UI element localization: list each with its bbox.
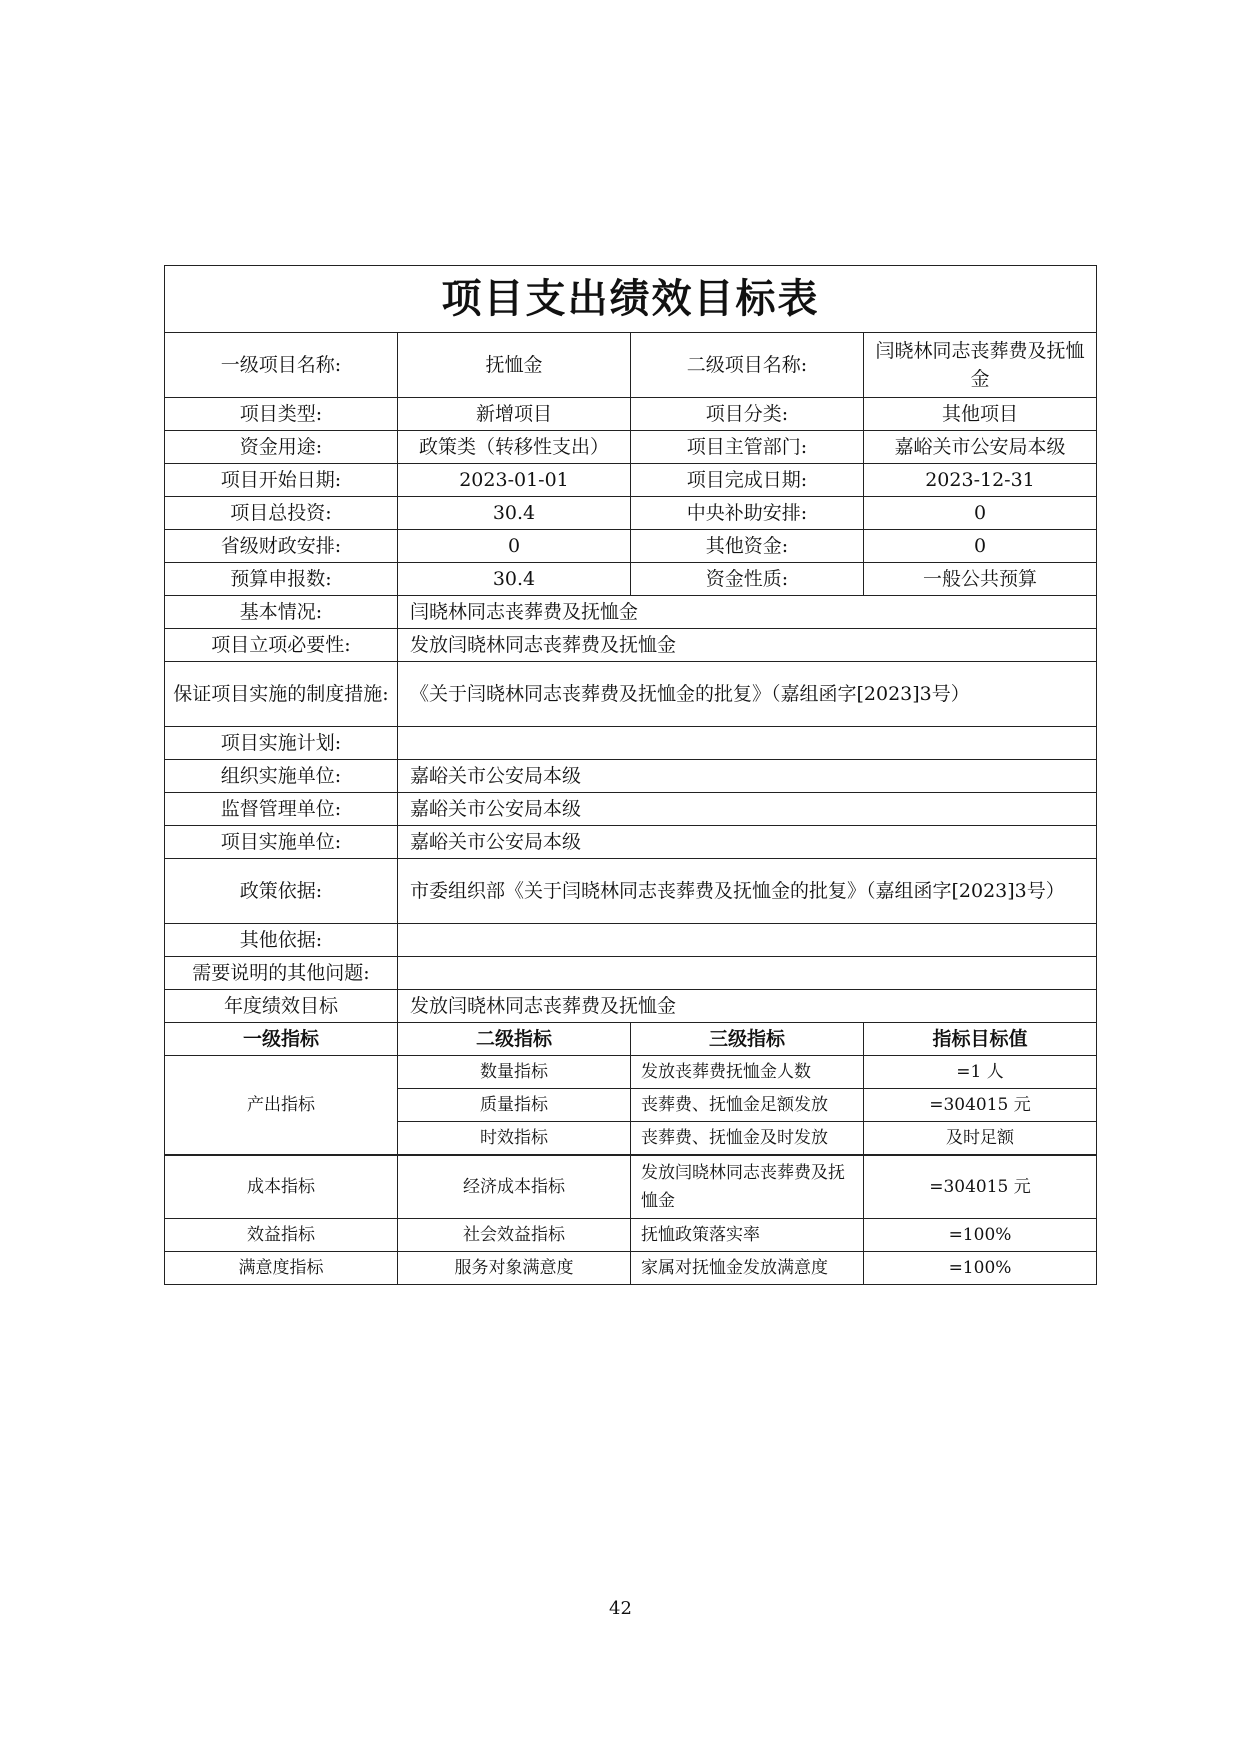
indicator-level1: 成本指标 — [165, 1155, 398, 1219]
indicator-header: 一级指标 — [165, 1023, 398, 1056]
detail-label: 项目实施单位: — [165, 826, 398, 859]
detail-value: 闫晓林同志丧葬费及抚恤金 — [398, 596, 1097, 629]
indicator-row — [165, 1155, 1097, 1219]
detail-value: 嘉峪关市公安局本级 — [398, 760, 1097, 793]
info-value: 其他项目 — [864, 398, 1097, 431]
indicator-level3: 发放丧葬费抚恤金人数 — [631, 1056, 864, 1089]
indicator-target: =100% — [864, 1252, 1097, 1285]
detail-label: 基本情况: — [165, 596, 398, 629]
info-value: 新增项目 — [398, 398, 631, 431]
detail-label: 组织实施单位: — [165, 760, 398, 793]
performance-target-table — [164, 265, 1097, 1285]
detail-label: 政策依据: — [165, 859, 398, 924]
detail-value — [398, 957, 1097, 990]
info-value: 政策类（转移性支出） — [398, 431, 631, 464]
indicator-row — [165, 1252, 1097, 1285]
info-label: 项目开始日期: — [165, 464, 398, 497]
indicator-level2: 数量指标 — [398, 1056, 631, 1089]
detail-value: 市委组织部《关于闫晓林同志丧葬费及抚恤金的批复》（嘉组函字[2023]3号） — [398, 859, 1097, 924]
indicator-header-row — [165, 1023, 1097, 1056]
detail-value: 嘉峪关市公安局本级 — [398, 826, 1097, 859]
detail-value: 发放闫晓林同志丧葬费及抚恤金 — [398, 629, 1097, 662]
indicator-level2: 经济成本指标 — [398, 1155, 631, 1219]
detail-row — [165, 859, 1097, 924]
indicator-level2: 社会效益指标 — [398, 1219, 631, 1252]
info-label: 项目主管部门: — [631, 431, 864, 464]
info-value: 抚恤金 — [398, 333, 631, 398]
indicator-target: =1 人 — [864, 1056, 1097, 1089]
indicator-level1: 产出指标 — [165, 1056, 398, 1156]
indicator-level1: 满意度指标 — [165, 1252, 398, 1285]
detail-label: 保证项目实施的制度措施: — [165, 662, 398, 727]
detail-label: 需要说明的其他问题: — [165, 957, 398, 990]
info-value: 30.4 — [398, 563, 631, 596]
info-row — [165, 464, 1097, 497]
indicator-level1: 效益指标 — [165, 1219, 398, 1252]
indicator-row — [165, 1219, 1097, 1252]
detail-value: 发放闫晓林同志丧葬费及抚恤金 — [398, 990, 1097, 1023]
indicator-level3: 发放闫晓林同志丧葬费及抚恤金 — [631, 1155, 864, 1219]
info-label: 一级项目名称: — [165, 333, 398, 398]
info-value: 闫晓林同志丧葬费及抚恤金 — [864, 333, 1097, 398]
info-label: 中央补助安排: — [631, 497, 864, 530]
indicator-target: 及时足额 — [864, 1122, 1097, 1156]
detail-row — [165, 793, 1097, 826]
detail-row — [165, 826, 1097, 859]
info-label: 资金性质: — [631, 563, 864, 596]
info-row — [165, 530, 1097, 563]
detail-value — [398, 727, 1097, 760]
info-label: 项目总投资: — [165, 497, 398, 530]
indicator-row — [165, 1056, 1097, 1089]
detail-label: 年度绩效目标 — [165, 990, 398, 1023]
detail-row — [165, 760, 1097, 793]
indicator-target: =304015 元 — [864, 1089, 1097, 1122]
detail-row — [165, 990, 1097, 1023]
detail-value: 嘉峪关市公安局本级 — [398, 793, 1097, 826]
indicator-target: =100% — [864, 1219, 1097, 1252]
page-number: 42 — [609, 1598, 632, 1619]
info-row — [165, 398, 1097, 431]
info-label: 资金用途: — [165, 431, 398, 464]
indicator-level2: 服务对象满意度 — [398, 1252, 631, 1285]
info-label: 项目类型: — [165, 398, 398, 431]
detail-label: 监督管理单位: — [165, 793, 398, 826]
detail-row — [165, 596, 1097, 629]
info-row — [165, 563, 1097, 596]
info-value: 0 — [864, 530, 1097, 563]
detail-label: 其他依据: — [165, 924, 398, 957]
info-label: 二级项目名称: — [631, 333, 864, 398]
indicator-level2: 时效指标 — [398, 1122, 631, 1156]
indicator-level2: 质量指标 — [398, 1089, 631, 1122]
info-value: 0 — [398, 530, 631, 563]
info-label: 项目完成日期: — [631, 464, 864, 497]
detail-value — [398, 924, 1097, 957]
indicator-level3: 家属对抚恤金发放满意度 — [631, 1252, 864, 1285]
info-value: 0 — [864, 497, 1097, 530]
indicator-level3: 抚恤政策落实率 — [631, 1219, 864, 1252]
detail-row — [165, 924, 1097, 957]
indicator-level3: 丧葬费、抚恤金足额发放 — [631, 1089, 864, 1122]
detail-row — [165, 629, 1097, 662]
indicator-target: =304015 元 — [864, 1155, 1097, 1219]
indicator-header: 指标目标值 — [864, 1023, 1097, 1056]
detail-label: 项目实施计划: — [165, 727, 398, 760]
info-value: 2023-01-01 — [398, 464, 631, 497]
info-label: 项目分类: — [631, 398, 864, 431]
detail-label: 项目立项必要性: — [165, 629, 398, 662]
detail-value: 《关于闫晓林同志丧葬费及抚恤金的批复》（嘉组函字[2023]3号） — [398, 662, 1097, 727]
indicator-header: 三级指标 — [631, 1023, 864, 1056]
info-label: 预算申报数: — [165, 563, 398, 596]
info-row — [165, 333, 1097, 398]
table-title: 项目支出绩效目标表 — [165, 266, 1097, 333]
indicator-header: 二级指标 — [398, 1023, 631, 1056]
detail-row — [165, 662, 1097, 727]
detail-row — [165, 957, 1097, 990]
info-row — [165, 431, 1097, 464]
indicator-level3: 丧葬费、抚恤金及时发放 — [631, 1122, 864, 1156]
info-value: 2023-12-31 — [864, 464, 1097, 497]
info-label: 省级财政安排: — [165, 530, 398, 563]
info-value: 一般公共预算 — [864, 563, 1097, 596]
info-label: 其他资金: — [631, 530, 864, 563]
info-value: 30.4 — [398, 497, 631, 530]
detail-row — [165, 727, 1097, 760]
info-row — [165, 497, 1097, 530]
info-value: 嘉峪关市公安局本级 — [864, 431, 1097, 464]
